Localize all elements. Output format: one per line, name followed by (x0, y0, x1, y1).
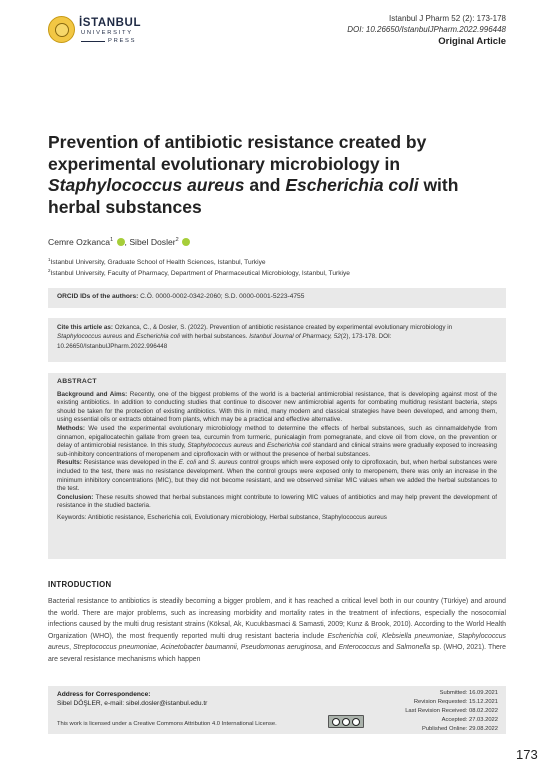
correspondence-contact[interactable]: Sibel DÖŞLER, e-mail: sibel.dosler@istanbul.edu.tr (57, 700, 208, 707)
revision-requested-date: Revision Requested: 15.12.2021 (413, 699, 498, 705)
abstract-conclusion: Conclusion: These results showed that herbal substances might contribute to lowering MIC values of antibiotics and may help prevent the development of resistance in the studied bacteria. (57, 493, 497, 510)
title-species-1: Staphylococcus aureus (48, 175, 245, 195)
article-doi[interactable]: DOI: 10.26650/IstanbulJPharm.2022.996448 (347, 24, 506, 34)
logo-wordmark: İSTANBUL (79, 17, 142, 29)
abstract-methods: Methods: We used the experimental evolutionary microbiology method to determine the effects of herbal substances, such as cinnamaldehyde from cinnamon, epigallocatechin gallate from green tea, curcumin from turmeric, punicalagin from pomegranate, and clove oil from clove, on the prevention or delay of antimicrobial resistance. In this study, Staphylococcus aureus and Escherichia coli standard and clinical strains were gradually exposed to increasing sub-inhibitory concentrations of meropenem and ciprofloxacin with or without the presence of herbal substances. (57, 424, 497, 458)
abstract-background: Background and Aims: Recently, one of the biggest problems of the world is a bacterial antimicrobial resistance, that is developing against most of the existing antibiotics. In addition to conducting studies that continue to discover new antimicrobial agents for combating multidrug resistant bacteria, steps should be taken for the protection of existing antibiotics. With this in mind, many modern and classical strategies have been developed, and among them, using essential oils or extracts obtained from plants, which may be a practical and effective alternative. (57, 390, 497, 424)
page-number: 173 (516, 747, 538, 762)
last-revision-date: Last Revision Received: 08.02.2022 (405, 708, 498, 714)
university-seal-icon (48, 16, 75, 43)
article-dates (405, 689, 498, 734)
abstract-results: Results: Resistance was developed in the E. coli and S. aureus control groups which were exposed only to ciprofloxacin, but, when herbal substances were included to the test, there was no resistance development. When the control groups were exposed only to meropenem, there was only an increase in the minimum inhibitory concentrations (MIC), but they did not become resistant, and we observed similar MIC values when we added the herbal substances to the test. (57, 459, 498, 493)
introduction-heading: INTRODUCTION (48, 580, 112, 589)
submitted-date: Submitted: 16.09.2021 (439, 690, 498, 696)
article-title: Prevention of antibiotic resistance created by experimental evolutionary microbiology in Staphylococcus aureus and Escherichia coli with herbal substances (48, 132, 459, 217)
abstract-keywords: Keywords: Antibiotic resistance, Escherichia coli, Evolutionary microbiology, Herbal substance, Staphylococcus aureus (57, 513, 387, 521)
author-list: Cemre Ozkanca$^1$ , Sibel Dosler$^2$ (48, 237, 190, 247)
page-header (48, 14, 506, 56)
journal-citation: Istanbul J Pharm 52 (2): 173-178 (389, 14, 506, 23)
article-type: Original Article (438, 36, 506, 47)
correspondence-label: Address for Correspondence: (57, 691, 151, 698)
affiliation: $^2$Istanbul University, Faculty of Pharmacy, Department of Pharmaceutical Microbiology, Istanbul, Turkiye (48, 268, 350, 278)
title-species-2: Escherichia coli (285, 175, 419, 195)
orcid-icon[interactable] (182, 238, 190, 246)
license-text[interactable]: This work is licensed under a Creative Commons Attribution 4.0 International License. (57, 721, 277, 727)
orcid-ids-box: ORCID IDs of the authors: C.Ö. 0000-0002-0342-2060; S.D. 0000-0001-5223-4755 (48, 288, 506, 308)
abstract-heading: ABSTRACT (57, 378, 97, 385)
footer-box (48, 686, 506, 734)
logo-press: PRESS (108, 38, 137, 44)
accepted-date: Accepted: 27.03.2022 (441, 717, 498, 723)
published-date: Published Online: 29.08.2022 (421, 726, 498, 732)
istanbul-university-press-logo (48, 14, 160, 56)
citation-box: Cite this article as: Ozkanca, C., & Dosler, S. (2022). Prevention of antibiotic resistance created by experimental evolutionary microbiology in Staphylococcus aureus and Escherichia coli with herbal substances. Istanbul Journal of Pharmacy, 52(2), 173-178. DOI: 10.26650/IstanbulJPharm.2022.996448 (48, 318, 506, 362)
abstract-box (48, 373, 506, 559)
orcid-icon[interactable] (117, 238, 125, 246)
affiliation: $^1$Istanbul University, Graduate School of Health Sciences, Istanbul, Turkiye (48, 257, 266, 267)
journal-info (347, 14, 506, 48)
introduction-body: Bacterial resistance to antibiotics is steadily becoming a bigger problem, and it has reached a critical level both in our country (Türkiye) and around the world. There are major problems, such as increasing morbidity and mortality rates in the treatment of infections, especially the nosocomial infections caused by the multi drug resistant strains (Köksal, Ak, Kucukbasmaci & Samasti, 2009; Kunz & Brook, 2010). According to the World Health Organization (WHO), the most frequently reported multi drug resistant bacteria include Escherichia coli, Klebsiella pneumoniae, Staphylococcus aureus, Streptococcus pneumoniae, Acinetobacter baumannii, Pseudomonas aeruginosa, and Enterococcus and Salmonella sp. (WHO, 2021). There are several resistance mechanisms which happen (48, 598, 506, 663)
author-name[interactable]: Cemre Ozkanca (48, 237, 111, 247)
creative-commons-badge-icon[interactable] (328, 715, 364, 728)
logo-subtitle: UNIVERSITY (81, 30, 133, 36)
author-name[interactable]: Sibel Dosler (129, 237, 176, 247)
logo-divider (81, 41, 105, 42)
